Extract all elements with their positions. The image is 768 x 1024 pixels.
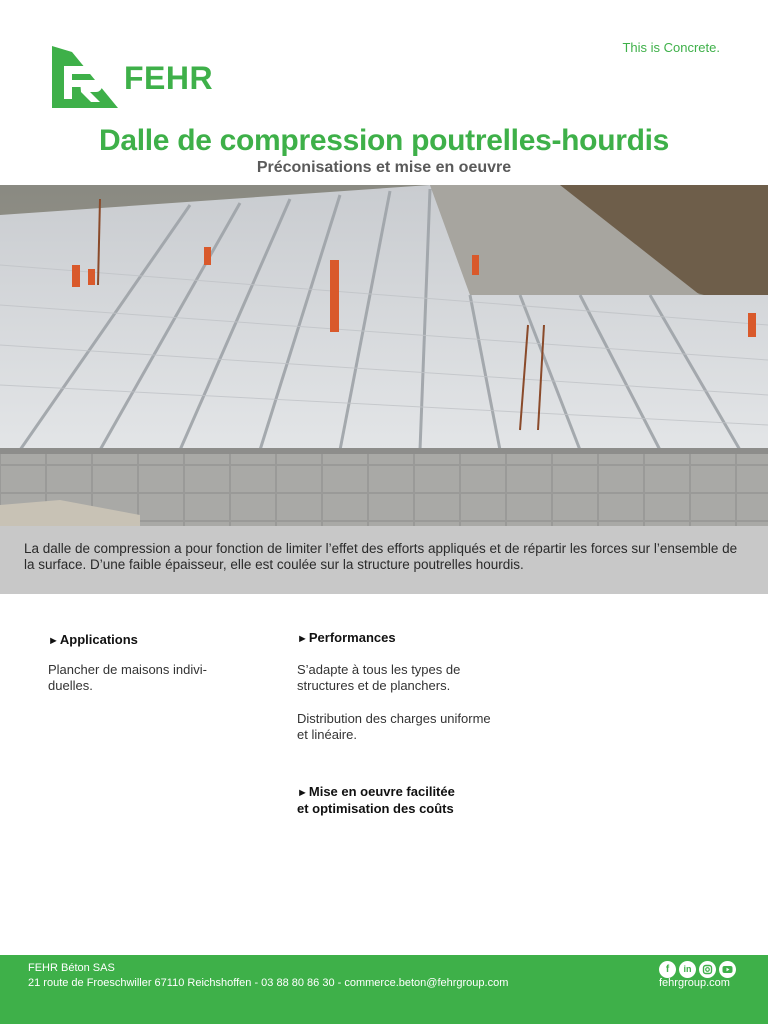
performances-item: Distribution des charges uniforme et linéaire. bbox=[297, 711, 491, 742]
page-subtitle: Préconisations et mise en oeuvre bbox=[256, 159, 512, 176]
benefit-heading-line1 bbox=[297, 784, 455, 799]
performances-item: S’adapte à tous les types de structures et de planchers. bbox=[297, 662, 461, 693]
intro-paragraph: La dalle de compression a pour fonction de limiter l’effet des efforts appliqués et de répartir les forces sur l’ensemble de la surface. D’une faible épaisseur, elle est coulée sur la structure poutrelles hourdis. bbox=[24, 541, 738, 572]
footer-address: 21 route de Froeschwiller 67110 Reichshoffen - 03 88 80 86 30 - commerce.beton@fehrgroup.com bbox=[28, 977, 509, 989]
footer-bar bbox=[0, 955, 768, 1024]
performances-heading-label: Performances bbox=[308, 630, 396, 645]
instagram-icon[interactable] bbox=[699, 961, 716, 978]
footer-website-link[interactable]: fehrgroup.com bbox=[659, 977, 730, 989]
construction-photo bbox=[0, 185, 768, 526]
page-title: Dalle de compression poutrelles-hourdis bbox=[98, 124, 670, 157]
fehr-logo-mark-icon bbox=[50, 44, 122, 110]
triangle-bullet-icon: ► bbox=[297, 787, 308, 799]
performances-heading bbox=[297, 630, 396, 645]
brand-tagline: This is Concrete. bbox=[622, 40, 720, 55]
triangle-bullet-icon: ► bbox=[297, 633, 308, 645]
benefit-line1-label: Mise en oeuvre facilitée bbox=[308, 784, 455, 799]
applications-text: Plancher de maisons indivi-duelles. bbox=[48, 662, 207, 693]
applications-heading bbox=[48, 632, 138, 647]
footer-company: FEHR Béton SAS bbox=[28, 962, 115, 974]
youtube-icon[interactable] bbox=[719, 961, 736, 978]
benefit-heading-line2: et optimisation des coûts bbox=[297, 801, 454, 816]
linkedin-icon[interactable]: in bbox=[679, 961, 696, 978]
logo-wordmark: FEHR bbox=[124, 60, 214, 96]
triangle-bullet-icon: ► bbox=[48, 635, 59, 647]
floor-slab-photo-illustration bbox=[0, 185, 768, 526]
applications-heading-label: Applications bbox=[59, 632, 138, 647]
facebook-icon[interactable]: f bbox=[659, 961, 676, 978]
